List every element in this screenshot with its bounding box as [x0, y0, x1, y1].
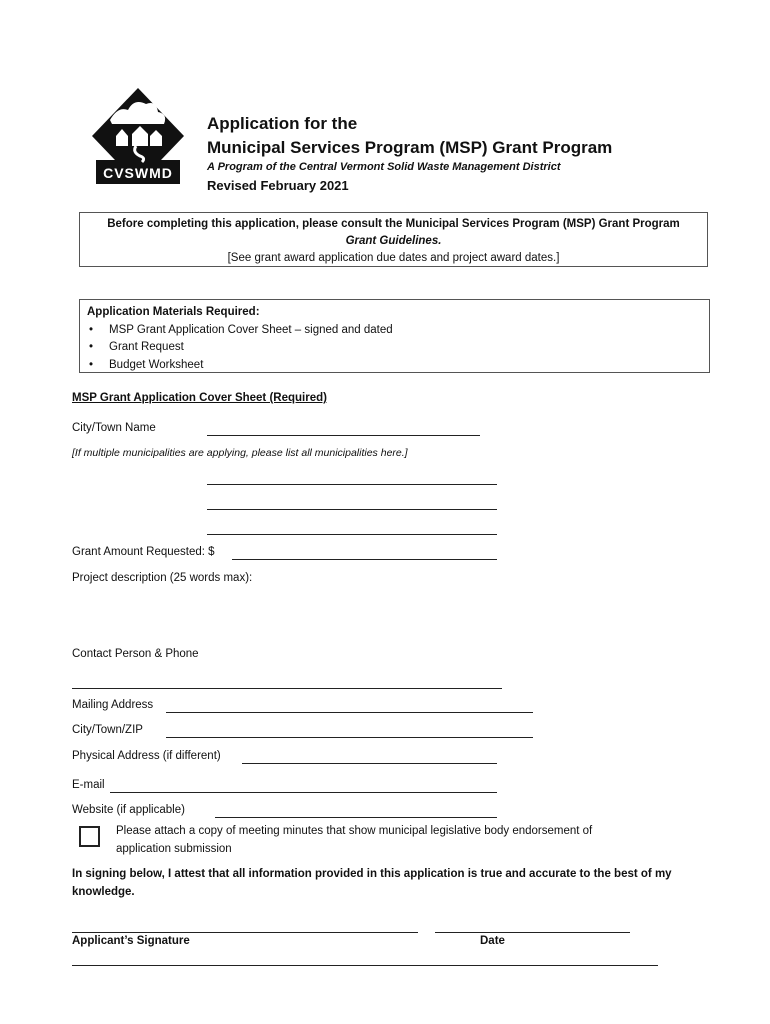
grant-amount-field[interactable] [232, 546, 497, 560]
physical-address-field[interactable] [242, 750, 497, 764]
section-title: MSP Grant Application Cover Sheet (Required) [72, 392, 327, 404]
materials-list [87, 322, 709, 375]
bottom-line-field[interactable] [72, 953, 658, 966]
city-zip-label: City/Town/ZIP [72, 724, 143, 736]
notice-box [79, 212, 708, 267]
mailing-address-field[interactable] [166, 699, 533, 713]
mailing-address-label: Mailing Address [72, 699, 154, 711]
project-description-field[interactable] [72, 590, 702, 640]
municipality-field-1[interactable] [207, 472, 497, 485]
notice-line-1: Before completing this application, please consult the Municipal Services Program (MSP) Grant Program [107, 218, 680, 230]
title-line-1: Application for the [207, 114, 358, 133]
project-description-label: Project description (25 words max): [72, 572, 253, 584]
materials-item: • Grant Request [87, 339, 709, 357]
materials-heading: Application Materials Required: [87, 306, 260, 318]
email-label: E-mail [72, 779, 105, 791]
contact-label: Contact Person & Phone [72, 648, 199, 660]
signature-label: Applicant’s Signature [72, 935, 190, 947]
date-label: Date [480, 935, 505, 947]
title-line-2: Municipal Services Program (MSP) Grant Program [207, 138, 613, 157]
municipality-field-2[interactable] [207, 497, 497, 510]
city-zip-field[interactable] [166, 724, 533, 738]
contact-field[interactable] [72, 676, 502, 689]
notice-line-3: [See grant award application due dates and project award dates.] [227, 252, 560, 264]
logo-text: CVSWMD [103, 165, 173, 181]
meeting-minutes-checkbox[interactable] [79, 826, 100, 847]
page-title [207, 112, 612, 160]
grant-amount-label: Grant Amount Requested: $ [72, 546, 215, 558]
materials-item: • MSP Grant Application Cover Sheet – signed and dated [87, 322, 709, 340]
physical-address-label: Physical Address (if different) [72, 750, 221, 762]
attach-line-2: application submission [116, 843, 232, 855]
cvswmd-logo [88, 86, 188, 188]
materials-box [79, 299, 710, 373]
city-field[interactable] [207, 422, 480, 436]
subtitle: A Program of the Central Vermont Solid Waste Management District [207, 161, 561, 173]
attach-line-1: Please attach a copy of meeting minutes that show municipal legislative body endorsement of [116, 825, 593, 837]
revised-date: Revised February 2021 [207, 178, 349, 193]
multi-municipality-note: [If multiple municipalities are applying, please list all municipalities here.] [72, 447, 408, 459]
city-label: City/Town Name [72, 422, 156, 434]
email-field[interactable] [110, 779, 497, 793]
website-label: Website (if applicable) [72, 804, 185, 816]
grant-guidelines-link: Grant Guidelines. [345, 235, 442, 247]
signature-field[interactable] [72, 920, 418, 933]
materials-item: • Budget Worksheet [87, 357, 709, 375]
date-field[interactable] [435, 920, 630, 933]
municipality-field-3[interactable] [207, 522, 497, 535]
attestation-text: In signing below, I attest that all information provided in this application is true and accurate to the best of my knowledge. [72, 868, 672, 898]
website-field[interactable] [215, 804, 497, 818]
